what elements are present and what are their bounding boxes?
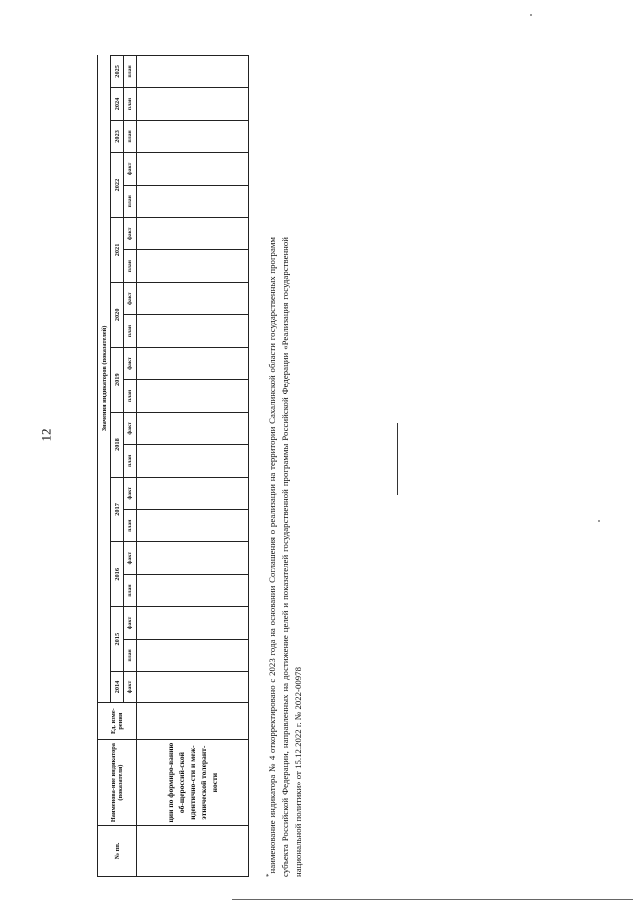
fact-2022: факт bbox=[124, 153, 137, 185]
year-2022: 2022 bbox=[111, 153, 124, 218]
footnote-text: наименование индикатора № 4 откорректировано с 2023 года на основании Соглашения о реализации на территории Сахалинской области государственных программ субъекта Российской Федерации, направленных на достижение целей и показателей государственной программы Российской Федерации «Реализация государственной национальной политики» от 15.12.2022 г. № 2022-00978 bbox=[266, 237, 303, 877]
year-2018: 2018 bbox=[111, 412, 124, 477]
cell-value bbox=[137, 282, 249, 314]
scan-dot bbox=[598, 520, 600, 522]
cell-num bbox=[137, 825, 249, 876]
cell-value bbox=[137, 153, 249, 185]
year-2023: 2023 bbox=[111, 120, 124, 152]
cell-name: ции по формиро-ванию об-щероссий-ской идентично-сти и меж-этнической толерант-ности bbox=[137, 740, 249, 825]
cell-value bbox=[137, 347, 249, 379]
footnote-star: * bbox=[265, 873, 273, 877]
cell-value bbox=[137, 574, 249, 606]
plan-2017: план bbox=[124, 509, 137, 541]
cell-value bbox=[137, 250, 249, 282]
cell-value bbox=[137, 477, 249, 509]
year-2019: 2019 bbox=[111, 347, 124, 412]
plan-2025: план bbox=[124, 55, 137, 88]
separator-line bbox=[397, 423, 398, 495]
fact-2015: факт bbox=[124, 607, 137, 639]
fact-2016: факт bbox=[124, 542, 137, 574]
fact-2014: факт bbox=[124, 672, 137, 703]
year-2014: 2014 bbox=[111, 672, 124, 703]
year-2020: 2020 bbox=[111, 282, 124, 347]
cell-value bbox=[137, 445, 249, 477]
year-2024: 2024 bbox=[111, 88, 124, 120]
plan-2022: план bbox=[124, 185, 137, 217]
cell-value bbox=[137, 380, 249, 412]
fact-2017: факт bbox=[124, 477, 137, 509]
cell-value bbox=[137, 120, 249, 152]
table-row bbox=[137, 23, 249, 877]
fact-2019: факт bbox=[124, 347, 137, 379]
plan-2015: план bbox=[124, 639, 137, 671]
rotated-landscape-content bbox=[97, 22, 633, 877]
cell-value bbox=[137, 542, 249, 574]
header-num: № пп. bbox=[98, 825, 137, 876]
cell-value bbox=[137, 672, 249, 703]
cell-value bbox=[137, 185, 249, 217]
page-number: 12 bbox=[38, 428, 54, 442]
plan-2021: план bbox=[124, 250, 137, 282]
cell-value bbox=[137, 315, 249, 347]
plan-2018: план bbox=[124, 445, 137, 477]
fact-2018: факт bbox=[124, 412, 137, 444]
cell-value bbox=[137, 218, 249, 250]
header-unit: Ед. изме-рения bbox=[98, 702, 137, 740]
year-2016: 2016 bbox=[111, 542, 124, 607]
cell-value bbox=[137, 412, 249, 444]
scan-dot bbox=[530, 14, 532, 16]
year-2021: 2021 bbox=[111, 218, 124, 283]
header-name: Наименова-ние индикатора (показателя) bbox=[98, 740, 137, 825]
cell-value bbox=[137, 55, 249, 88]
year-2017: 2017 bbox=[111, 477, 124, 542]
cell-unit bbox=[137, 702, 249, 740]
plan-2020: план bbox=[124, 315, 137, 347]
cell-value bbox=[137, 509, 249, 541]
plan-2016: план bbox=[124, 574, 137, 606]
fact-2020: факт bbox=[124, 282, 137, 314]
year-2025: 2025 bbox=[111, 55, 124, 88]
cell-value bbox=[137, 639, 249, 671]
cell-value bbox=[137, 607, 249, 639]
page-bottom-rule bbox=[232, 899, 633, 900]
footnote bbox=[263, 237, 305, 877]
plan-2023: план bbox=[124, 120, 137, 152]
plan-2024: план bbox=[124, 88, 137, 120]
year-2015: 2015 bbox=[111, 607, 124, 672]
plan-2019: план bbox=[124, 380, 137, 412]
indicators-table bbox=[97, 22, 249, 877]
header-group: Значения индикаторов (показателей) bbox=[98, 55, 111, 702]
fact-2021: факт bbox=[124, 218, 137, 250]
cell-value bbox=[137, 88, 249, 120]
